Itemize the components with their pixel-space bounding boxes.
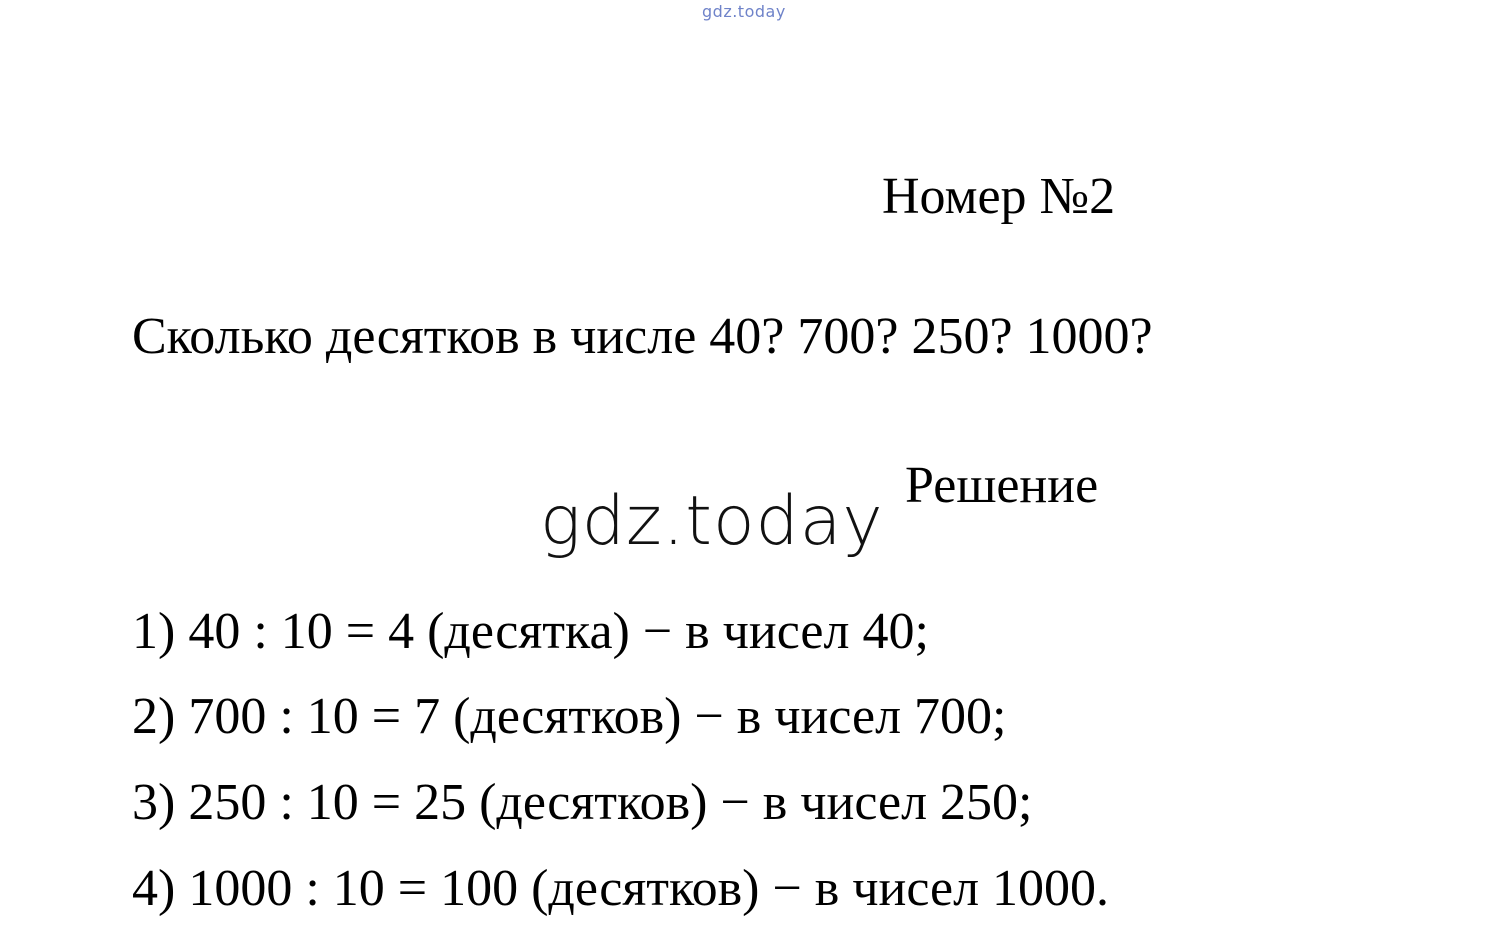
solution-line-3: 3) 250 : 10 = 25 (десятков) − в чисел 250; [132, 774, 1033, 831]
watermark-center: gdz.today [540, 482, 884, 561]
problem-title: Номер №2 [882, 168, 1116, 225]
watermark-top: gdz.today [702, 2, 786, 21]
solution-line-2: 2) 700 : 10 = 7 (десятков) − в чисел 700; [132, 688, 1007, 745]
problem-question: Сколько десятков в числе 40? 700? 250? 1000? [132, 308, 1153, 365]
solution-label: Решение [905, 457, 1099, 514]
solution-line-1: 1) 40 : 10 = 4 (десятка) − в чисел 40; [132, 603, 929, 660]
solution-line-4: 4) 1000 : 10 = 100 (десятков) − в чисел 1000. [132, 860, 1110, 917]
